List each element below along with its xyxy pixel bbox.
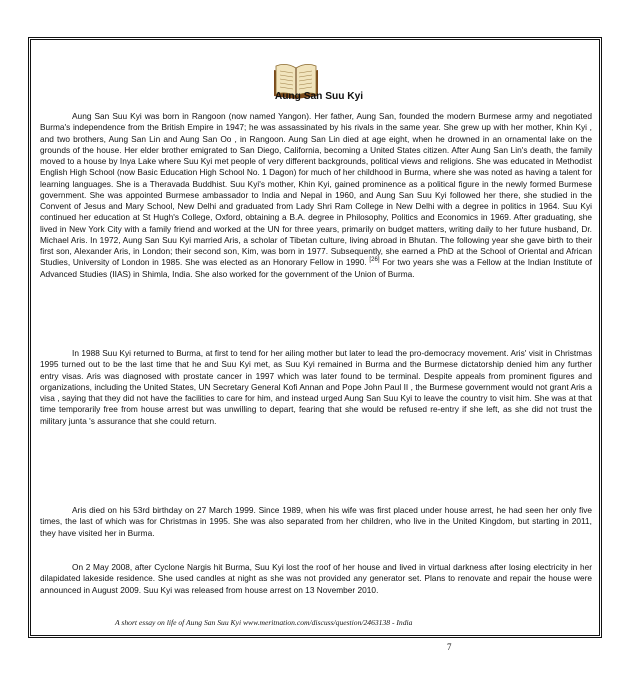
paragraph-text: For two years she was a Fellow at the Indian Institute of Advanced Studies (IIAS) in Shimla, India. She also worked for the government of the Union of Burma. xyxy=(40,257,592,279)
paragraph-text: Aung San Suu Kyi was born in Rangoon (now named Yangon). Her father, Aung San, founded the modern Burmese army and negotiated Burma's independence from the British Empire in 1947; he was assassinated by his rivals in the same year. She grew up with her mother, Khin Kyi , and two brothers, Aung San Lin and Aung San Oo , in Rangoon. Aung San Lin died at age eight, when he drowned in an ornamental lake on the grounds of the house. Her elder brother emigrated to San Diego, California, becoming a United States citizen. After Aung San Lin's death, the family moved to a house by Inya Lake where Suu Kyi met people of very different backgrounds, political views and religions. She was educated in Methodist English High School (now Basic Education High School No. 1 Dagon) for much of her childhood in Burma, where she was noted as having a talent for learning languages. She is a Theravada Buddhist. Suu Kyi's mother, Khin Kyi, gained prominence as a political figure in the newly formed Burmese government. She was appointed Burmese ambassador to India and Nepal in 1960, and Aung San Suu Kyi followed her there, she studied in the Convent of Jesus and Mary School, New Delhi and graduated from Lady Shri Ram College in New Delhi with a degree in politics in 1964. Suu Kyi continued her education at St Hugh's College, Oxford, obtaining a B.A. degree in Philosophy, Politics and Economics in 1969. After graduating, she lived in New York City with a family friend and worked at the UN for three years, primarily on budget matters, writing daily to her future husband, Dr. Michael Aris. In 1972, Aung San Suu Kyi married Aris, a scholar of Tibetan culture, living abroad in Bhutan. The following year she gave birth to their first son, Alexander Aris, in London; their second son, Kim, was born in 1977. Subsequently, she earned a PhD at the School of Oriental and African Studies, University of London in 1985. She was elected as an Honorary Fellow in 1990. xyxy=(40,111,592,268)
paragraph-early-life xyxy=(40,111,592,280)
document-title: Aung San Suu Kyi xyxy=(274,91,364,102)
paragraph-return-to-burma: In 1988 Suu Kyi returned to Burma, at first to tend for her ailing mother but later to lead the pro-democracy movement. Aris' visit in Christmas 1995 turned out to be the last time that he and Suu Kyi met, as Suu Kyi remained in Burma and the Burmese dictatorship denied him any further entry visas. Aris was diagnosed with prostate cancer in 1997 which was later found to be terminal. Despite appeals from prominent figures and organizations, including the United States, UN Secretary General Kofi Annan and Pope John Paul II , the Burmese government would not grant Aris a visa , saying that they did not have the facilities to care for him, and instead urged Aung San Suu Kyi to leave the country to visit him. She was at that time temporarily free from house arrest but was unwilling to depart, fearing that she would be refused re-entry if she left, as she did not trust the military junta 's assurance that she could return. xyxy=(40,348,592,426)
source-citation: A short essay on life of Aung San Suu Kyi www.meritnation.com/discuss/question/2463138 - India xyxy=(115,618,413,627)
paragraph-cyclone-nargis: On 2 May 2008, after Cyclone Nargis hit Burma, Suu Kyi lost the roof of her house and lived in virtual darkness after losing electricity in her dilapidated lakeside residence. She used candles at night as she was not provided any generator set. Plans to renovate and repair the house were announced in August 2009. Suu Kyi was released from house arrest on 13 November 2010. xyxy=(40,562,592,595)
paragraph-aris-death: Aris died on his 53rd birthday on 27 March 1999. Since 1989, when his wife was first placed under house arrest, he had seen her only five times, the last of which was for Christmas in 1995. She was also separated from her children, who live in the United Kingdom, but starting in 2011, they have visited her in Burma. xyxy=(40,505,592,538)
page-number: 7 xyxy=(447,642,452,652)
citation-reference: [26] xyxy=(369,257,380,264)
